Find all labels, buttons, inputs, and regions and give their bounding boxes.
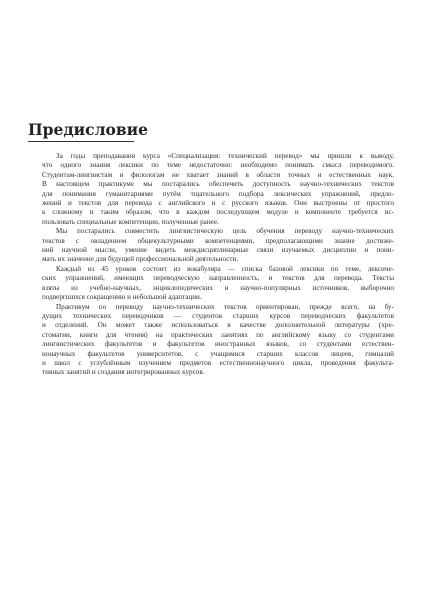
text-line: Студентам-лингвистам и филологам не хватает знаний в области точных и естественных наук. xyxy=(42,170,394,179)
text-line: Каждый из 45 уроков состоит из вокабуляра — списка базовой лексики по теме, лексиче- xyxy=(56,264,394,273)
preface-body xyxy=(28,152,394,378)
text-line: для понимания гуманитариями путём тщательного подбора лексических упражнений, предло- xyxy=(42,189,394,198)
paragraph-2 xyxy=(28,227,394,265)
text-line: Мы постарались совместить лингвистическую цель обучения переводу научно-технических xyxy=(56,227,394,236)
text-line: жений и текстов для перевода с английского и с русского языков. Они выстроены от простого xyxy=(42,199,394,208)
text-line: нонаучных факультетов университетов, с учащимися старших классов лицеев, гимназий xyxy=(42,349,394,358)
text-line: что одного знания лексики по теме недостаточно: необходимо понимать смысл переводимого. xyxy=(42,161,394,170)
text-line: текстов с овладением общекультурными компетенциями, предполагающими знание достиже- xyxy=(42,236,394,245)
text-line: стоматии, книги для чтения) на практических занятиях по английскому языку со студентами xyxy=(42,330,394,339)
paragraph-4 xyxy=(28,303,394,378)
page-title: Предисловие xyxy=(28,120,148,139)
text-line: Практикум по переводу научно-технических текстов ориентирован, прежде всего, на бу- xyxy=(56,302,394,311)
title-underline xyxy=(28,141,134,142)
text-line: пользовать специальные компетенции, полученные ранее. xyxy=(42,217,219,226)
text-line: В настоящем практикуме мы постарались обеспечить доступность научно-технических текстов xyxy=(42,180,394,189)
text-line: За годы преподавания курса «Специализация: технический перевод» мы пришли к выводу, xyxy=(56,152,394,160)
paragraph-1 xyxy=(28,152,394,227)
text-line: и отделений. Он может также использоваться в качестве дополнительной литературы (хре- xyxy=(42,321,394,330)
text-line: мать их значение для будущей профессиональной деятельности. xyxy=(42,255,239,264)
text-line: подвергшихся сокращению и небольшой адаптации. xyxy=(42,293,202,302)
text-line: к сложному и таким образом, что в каждом последующем модуле и компоненте требуется ис- xyxy=(42,208,394,217)
text-line: ний научной мысли, умение видеть междисциплинарные связи изучаемых дисциплин и пони- xyxy=(42,246,394,255)
text-line: тивных занятий и создания интегрированных курсов. xyxy=(42,368,205,377)
text-line: дущих технических переводчиков — студентов старших курсов переводческих факультетов xyxy=(42,311,394,320)
paragraph-3 xyxy=(28,265,394,303)
text-line: взяты из учебно-научных, энциклопедических и научно-популярных источников, выборочно xyxy=(42,283,394,292)
text-line: лингвистических факультетов и факультетов иностранных языков, со студентами естествен- xyxy=(42,340,394,349)
text-line: и школ с углублённым изучением предметов естественнонаучного цикла, проведения факульта- xyxy=(42,358,394,367)
text-line: ских упражнений, имеющих переводческую направленность, и текстов для перевода. Тексты xyxy=(42,274,394,283)
